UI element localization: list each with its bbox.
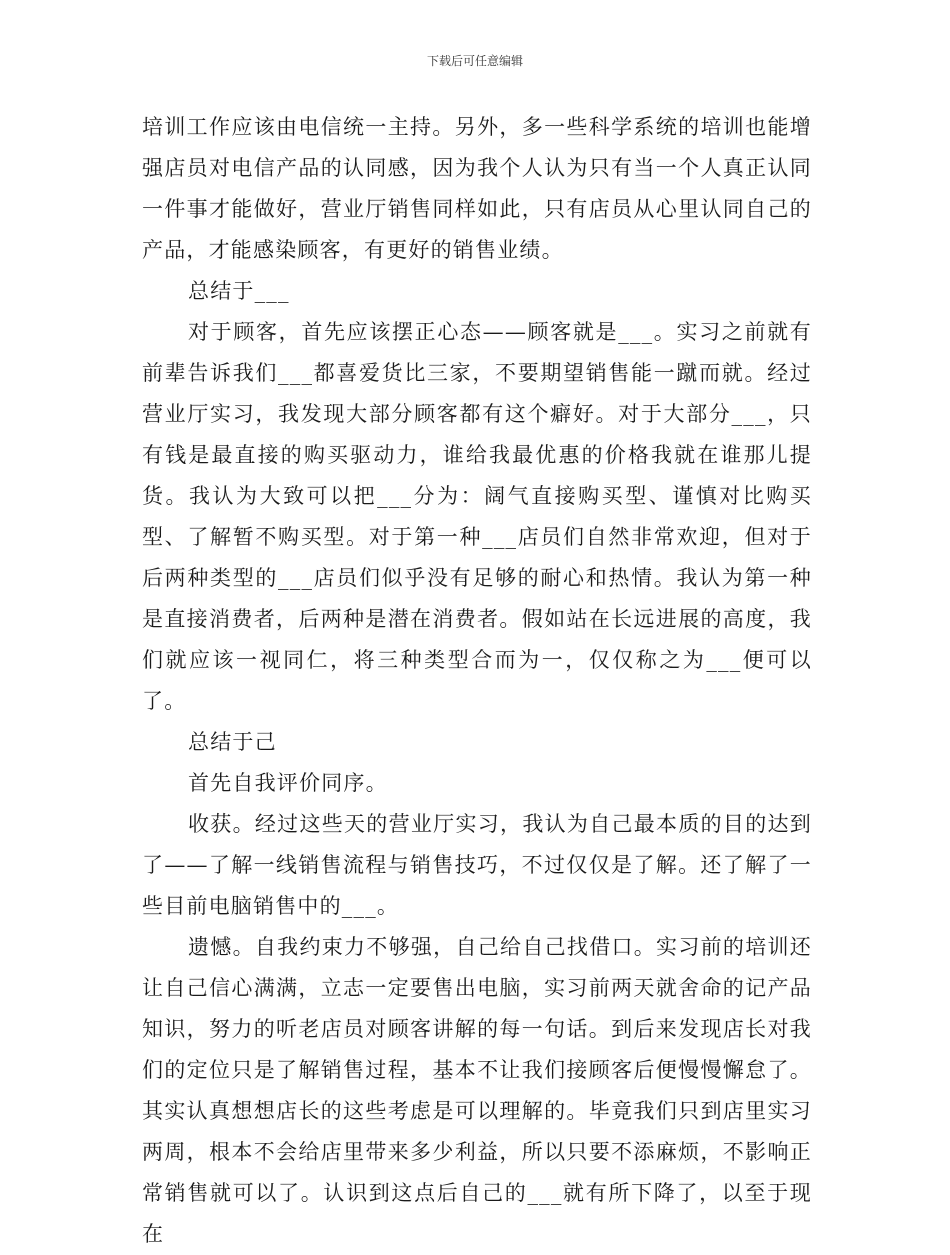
section-heading-summary-self: 总结于己 [188,730,277,754]
document-body [142,107,812,1255]
section-heading-summary-others: 总结于___ [188,279,290,303]
paragraph-training: 培训工作应该由电信统一主持。另外，多一些科学系统的培训也能增强店员对电信产品的认同感，因为我个人认为只有当一个人真正认同一件事才能做好，营业厅销售同样如此，只有店员从心里认同自己的产品，才能感染顾客，有更好的销售业绩。 [142,115,812,262]
paragraph-customers: 对于顾客，首先应该摆正心态——顾客就是___。实习之前就有前辈告诉我们___都喜爱货比三家，不要期望销售能一蹴而就。经过营业厅实习，我发现大部分顾客都有这个癖好。对于大部分___，只有钱是最直接的购买驱动力，谁给我最优惠的价格我就在谁那儿提货。我认为大致可以把___分为：阔气直接购买型、谨慎对比购买型、了解暂不购买型。对于第一种___店员们自然非常欢迎，但对于后两种类型的___店员们似乎没有足够的耐心和热情。我认为第一种是直接消费者，后两种是潜在消费者。假如站在长远进展的高度，我们就应该一视同仁，将三种类型合而为一，仅仅称之为___便可以了。 [142,320,812,713]
paragraph-regrets: 遗憾。自我约束力不够强，自己给自己找借口。实习前的培训还让自己信心满满，立志一定要售出电脑，实习前两天就舍命的记产品知识，努力的听老店员对顾客讲解的每一句话。到后来发现店长对我们的定位只是了解销售过程，基本不让我们接顾客后便慢慢懈怠了。其实认真想想店长的这些考虑是可以理解的。毕竟我们只到店里实习两周，根本不会给店里带来多少利益，所以只要不添麻烦，不影响正常销售就可以了。认识到这点后自己的___就有所下降了，以至于现在 [142,935,812,1246]
page-header: 下载后可任意编辑 [426,54,523,68]
paragraph-gains: 收获。经过这些天的营业厅实习，我认为自己最本质的目的达到了——了解一线销售流程与销售技巧，不过仅仅是了解。还了解了一些目前电脑销售中的___。 [142,812,812,918]
paragraph-self-evaluation: 首先自我评价同序。 [188,771,388,795]
